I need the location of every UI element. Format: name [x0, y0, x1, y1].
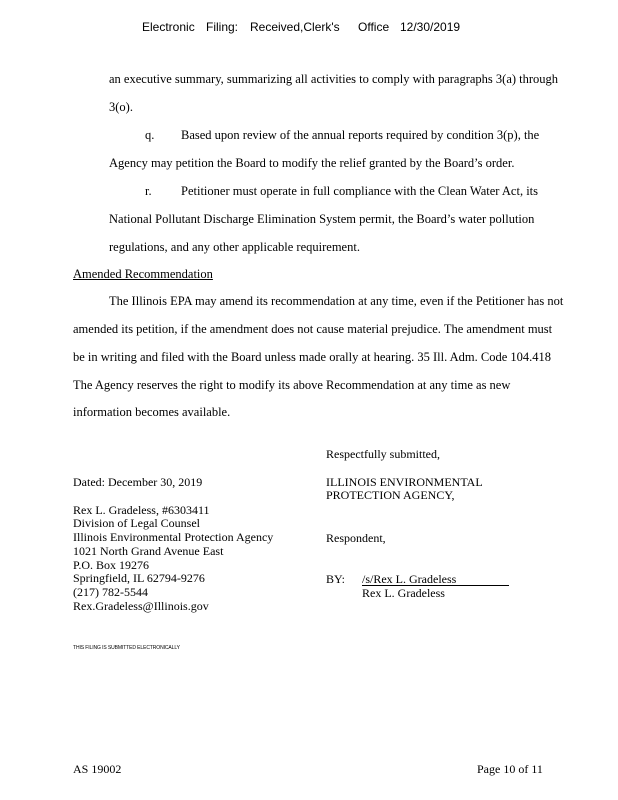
contact-line-6: Springfield, IL 62794-9276	[73, 571, 205, 585]
recommendation-line-2: amended its petition, if the amendment does not cause material prejudice. The amendment must	[73, 322, 553, 336]
body-line-5: Agency may petition the Board to modify the relief granted by the Board’s order.	[109, 156, 515, 170]
contact-line-7: (217) 782-5544	[73, 585, 148, 599]
contact-line-2: Division of Legal Counsel	[73, 516, 200, 530]
item-r-text: Petitioner must operate in full compliance with the Clean Water Act, its	[181, 184, 539, 198]
contact-line-4: 1021 North Grand Avenue East	[73, 544, 224, 558]
recommendation-line-4: The Agency reserves the right to modify its above Recommendation at any time as new	[73, 378, 511, 392]
contact-email: Rex.Gradeless@Illinois.gov	[73, 599, 209, 613]
agency-name-line-1: ILLINOIS ENVIRONMENTAL	[326, 475, 483, 489]
item-q-text: Based upon review of the annual reports required by condition 3(p), the	[181, 128, 540, 142]
body-line-2: 3(o).	[109, 100, 133, 114]
electronic-signature: /s/Rex L. Gradeless	[362, 572, 457, 586]
respectfully-submitted: Respectfully submitted,	[326, 447, 440, 461]
recommendation-line-1: The Illinois EPA may amend its recommendation at any time, even if the Petitioner has not	[109, 294, 564, 308]
header-received: Received,Clerk's	[250, 20, 340, 34]
header-electronic: Electronic	[142, 20, 195, 34]
header-date: 12/30/2019	[400, 20, 461, 34]
body-line-9: regulations, and any other applicable requirement.	[109, 240, 360, 254]
footer-case-number: AS 19002	[73, 762, 122, 776]
contact-line-3: Illinois Environmental Protection Agency	[73, 530, 274, 544]
contact-line-5: P.O. Box 19276	[73, 558, 150, 572]
item-r-label: r.	[145, 184, 152, 198]
header-filing: Filing:	[206, 20, 239, 34]
recommendation-line-3: be in writing and filed with the Board unless made orally at hearing. 35 Ill. Adm. Code 104.418	[73, 350, 552, 364]
filing-header	[0, 20, 618, 38]
footer-page-number: Page 10 of 11	[477, 762, 543, 776]
recommendation-line-5: information becomes available.	[73, 405, 231, 419]
signer-name: Rex L. Gradeless	[362, 586, 445, 600]
contact-line-1: Rex L. Gradeless, #6303411	[73, 503, 210, 517]
electronic-filing-notice: THIS FILING IS SUBMITTED ELECTRONICALLY	[73, 645, 180, 651]
header-office: Office	[358, 20, 390, 34]
item-q-label: q.	[145, 128, 155, 142]
respondent-label: Respondent,	[326, 531, 386, 545]
body-line-8: National Pollutant Discharge Elimination System permit, the Board’s water pollution	[109, 212, 535, 226]
section-heading: Amended Recommendation	[73, 267, 213, 281]
dated-line: Dated: December 30, 2019	[73, 475, 203, 489]
agency-name-line-2: PROTECTION AGENCY,	[326, 488, 455, 502]
body-line-1: an executive summary, summarizing all activities to comply with paragraphs 3(a) through	[109, 72, 559, 86]
by-label: BY:	[326, 572, 345, 586]
